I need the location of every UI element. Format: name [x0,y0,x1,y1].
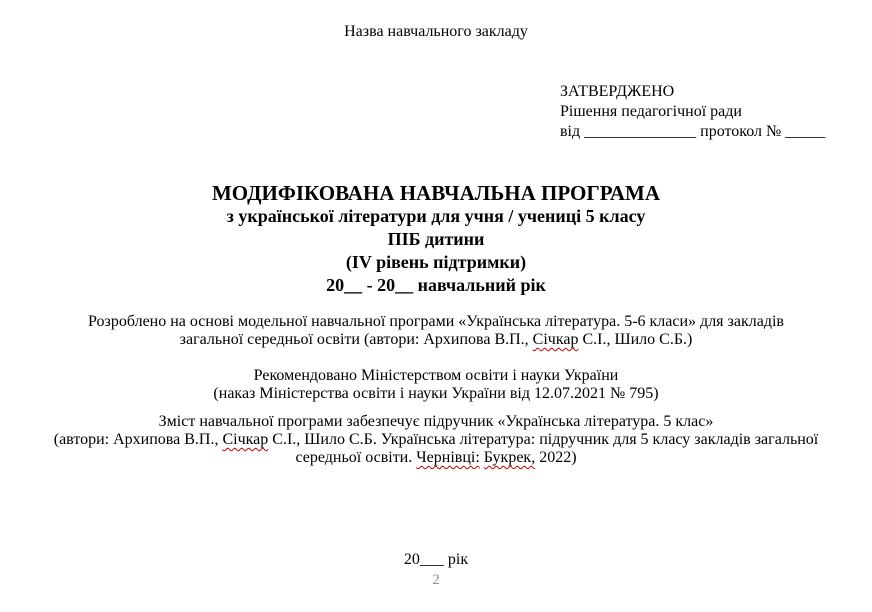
textbook-paragraph [0,413,872,467]
approval-protocol-line: від ______________ протокол № _____ [560,123,826,140]
textbook-line-2 [0,431,872,449]
textbook-line-3 [0,449,872,467]
misspelled-word: Січкар [532,331,579,348]
basis-paragraph [0,313,872,349]
recommendation-line-2 [0,385,872,403]
misspelled-word: Букрек, [483,449,536,466]
support-level-line: (IV рівень підтримки) [345,252,527,272]
textbook-line-1 [0,413,872,431]
child-name-line: ПІБ дитини [387,229,485,249]
text-segment: Розроблено на основі модельної навчальної програми «Українська література. 5-6 класи» для закладів [88,313,784,330]
text-segment: (автори: Архипова В.П., [53,431,223,448]
basis-line-1 [0,313,872,331]
title-block [0,182,872,297]
text-segment: загальної середньої освіти (автори: Архипова В.П., [179,331,533,348]
approval-title: ЗАТВЕРДЖЕНО [560,83,675,100]
recommendation-paragraph [0,367,872,403]
misspelled-word: Січкар [222,431,269,448]
document-title: МОДИФІКОВАНА НАВЧАЛЬНА ПРОГРАМА [211,181,661,205]
recommendation-line-1 [0,367,872,385]
institution-name-line: Назва навчального закладу [344,23,528,40]
misspelled-word: Чернівці: [416,449,480,466]
text-segment: середньої освіти. [295,449,417,466]
document-subtitle-subject: з української літератури для учня / учениці 5 класу [226,206,646,226]
text-segment: Зміст навчальної програми забезпечує підручник «Українська література. 5 клас» [158,413,714,430]
basis-line-2 [0,331,872,349]
approval-body-line: Рішення педагогічної ради [560,103,742,120]
text-segment: 2022) [535,449,577,466]
text-segment: Рекомендовано Міністерством освіти і науки України [253,367,619,384]
text-segment: С.І., Шило С.Б. Українська література: підручник для 5 класу закладів загальної [268,431,819,448]
text-segment: С.І., Шило С.Б.) [578,331,693,348]
footer-year-line: 20___ рік [403,551,469,568]
page-number: 2 [432,572,440,588]
approval-block [560,82,825,142]
text-segment: (наказ Міністерства освіти і науки України від 12.07.2021 № 795) [213,385,659,402]
school-year-line: 20__ - 20__ навчальний рік [326,275,546,295]
